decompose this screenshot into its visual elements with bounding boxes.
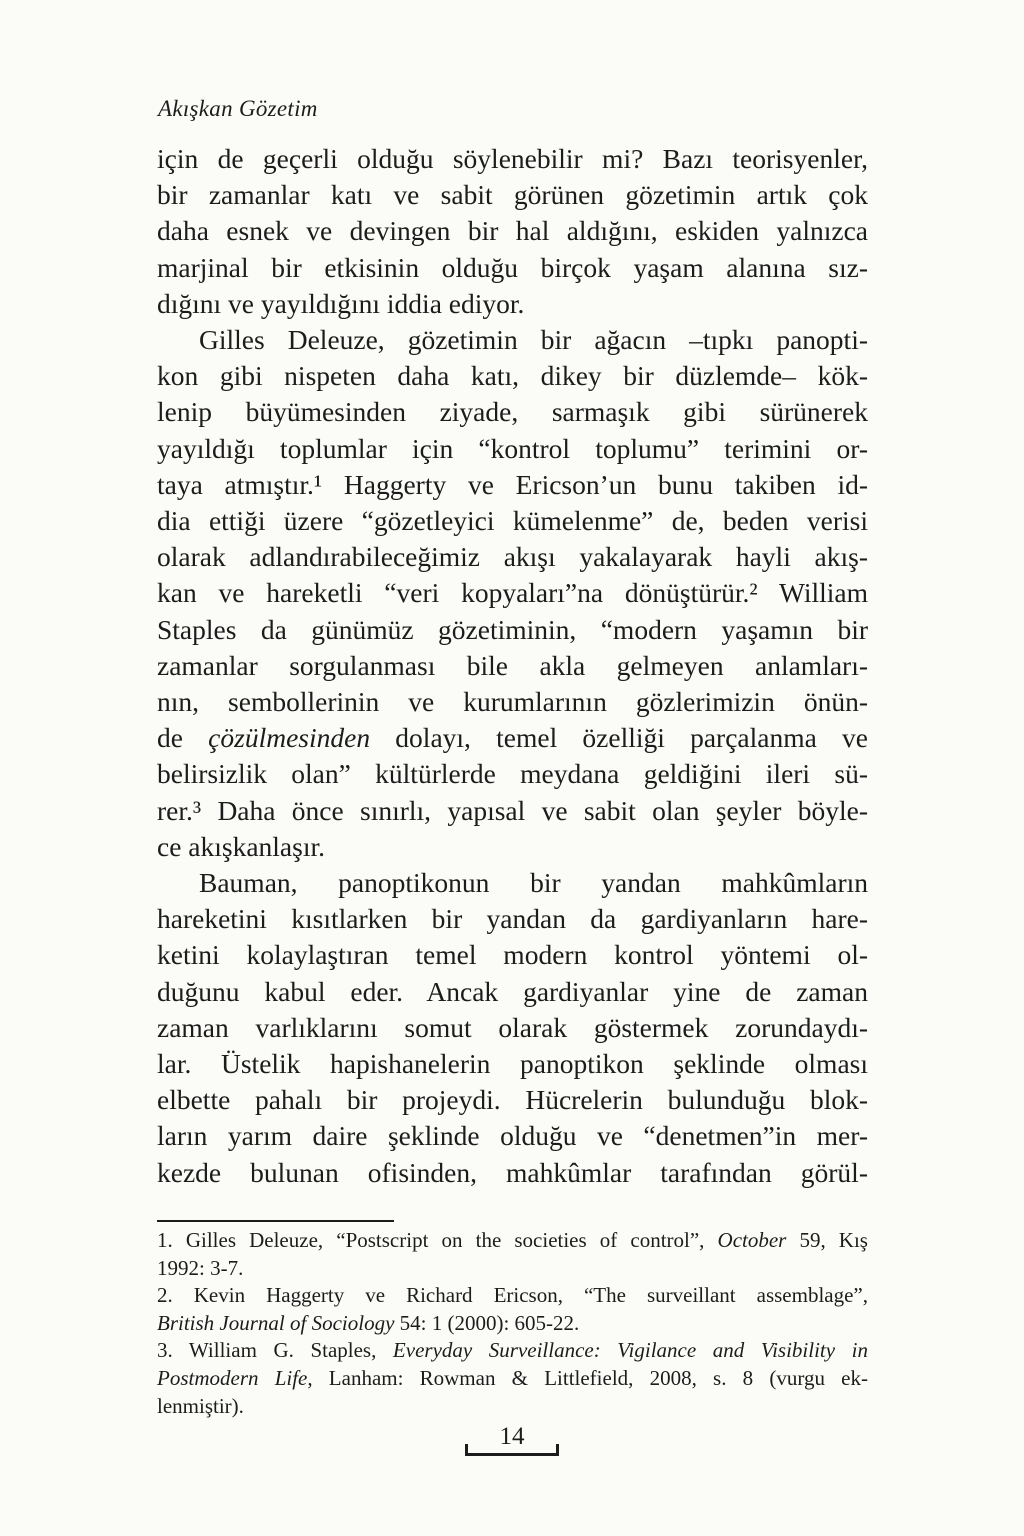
text-run: , Lanham: Rowman & Littlefield, 2008, s. 8 (vurgu ek- bbox=[307, 1365, 868, 1390]
body-text bbox=[157, 141, 868, 1191]
paragraph bbox=[157, 865, 868, 1191]
text-run: marjinal bir etkisinin olduğu birçok yaşam alanına sız- bbox=[157, 251, 868, 283]
paragraph bbox=[157, 322, 868, 865]
text-line bbox=[157, 1118, 868, 1154]
text-run: dolayı, temel özelliği parçalanma ve bbox=[370, 722, 868, 754]
text-line bbox=[157, 1155, 868, 1191]
text-run: için de geçerli olduğu söylenebilir mi? Bazı teorisyenler, bbox=[157, 143, 868, 174]
text-line bbox=[157, 1227, 868, 1255]
text-line bbox=[157, 1337, 868, 1365]
text-run: taya atmıştır.¹ Haggerty ve Ericson’un bunu takiben id- bbox=[157, 468, 868, 500]
text-run: 1. Gilles Deleuze, “Postscript on the societies of control”, bbox=[157, 1228, 718, 1252]
running-header: Akışkan Gözetim bbox=[158, 96, 318, 121]
text-run: lenmiştir). bbox=[157, 1393, 244, 1418]
text-line bbox=[157, 937, 868, 973]
text-line bbox=[157, 322, 868, 358]
text-line bbox=[157, 1255, 868, 1283]
text-run: ce akışkanlaşır. bbox=[157, 830, 325, 862]
text-run: Gilles Deleuze, gözetimin bir ağacın –tıpkı panopti- bbox=[199, 324, 868, 356]
text-line bbox=[157, 684, 868, 720]
text-run: elbette pahalı bir projeydi. Hücrelerin bulunduğu blok- bbox=[157, 1084, 868, 1116]
text-run: dia ettiği üzere “gözetleyici kümelenme” de, beden verisi bbox=[157, 505, 868, 537]
text-run: zaman varlıklarını somut olarak göstermek zorundaydı- bbox=[157, 1011, 868, 1043]
text-line bbox=[157, 358, 868, 394]
text-line bbox=[157, 467, 868, 503]
text-line bbox=[157, 974, 868, 1010]
text-run: Staples da günümüz gözetiminin, “modern yaşamın bir bbox=[157, 613, 868, 645]
italic-text: Postmodern Life bbox=[157, 1365, 308, 1390]
footnotes bbox=[157, 1227, 868, 1420]
text-run: nın, sembollerinin ve kurumlarının gözlerimizin önün- bbox=[157, 686, 868, 718]
footnote bbox=[157, 1337, 868, 1420]
italic-text: October bbox=[717, 1228, 787, 1252]
text-run: ların yarım daire şeklinde olduğu ve “denetmen”in mer- bbox=[157, 1120, 868, 1152]
text-line bbox=[157, 141, 868, 177]
text-run: lar. Üstelik hapishanelerin panoptikon şeklinde olması bbox=[157, 1048, 868, 1080]
footnote bbox=[157, 1227, 868, 1282]
italic-text: Everyday Surveillance: Vigilance and Visibility in bbox=[392, 1338, 868, 1363]
text-run: daha esnek ve devingen bir hal aldığını, eskiden yalnızca bbox=[157, 215, 868, 247]
text-run: rer.³ Daha önce sınırlı, yapısal ve sabit olan şeyler böyle- bbox=[157, 794, 868, 826]
text-line bbox=[157, 1010, 868, 1046]
text-run: kan ve hareketli “veri kopyaları”na dönüştürür.² William bbox=[157, 577, 868, 609]
page-number: 14 bbox=[499, 1423, 525, 1450]
text-run: 54: 1 (2000): 605-22. bbox=[394, 1310, 580, 1335]
text-line bbox=[157, 1393, 868, 1421]
text-run: lenip büyümesinden ziyade, sarmaşık gibi sürünerek bbox=[157, 396, 868, 428]
text-run: zamanlar sorgulanması bile akla gelmeyen anlamları- bbox=[157, 649, 868, 681]
text-run: hareketini kısıtlarken bir yandan da gardiyanların hare- bbox=[157, 903, 868, 935]
text-line bbox=[157, 1365, 868, 1393]
text-line bbox=[157, 648, 868, 684]
text-run: kezde bulunan ofisinden, mahkûmlar tarafından görül- bbox=[157, 1156, 868, 1188]
text-run: 1992: 3-7. bbox=[157, 1255, 244, 1280]
italic-text: çözülmesinden bbox=[208, 722, 371, 754]
text-line bbox=[157, 829, 868, 865]
text-run: kon gibi nispeten daha katı, dikey bir düzlemde– kök- bbox=[157, 360, 868, 392]
text-run: bir zamanlar katı ve sabit görünen gözetimin artık çok bbox=[157, 179, 868, 211]
text-line bbox=[157, 865, 868, 901]
text-run: olarak adlandırabileceğimiz akışı yakalayarak hayli akış- bbox=[157, 541, 868, 573]
text-run: belirsizlik olan” kültürlerde meydana geldiğini ileri sü- bbox=[157, 758, 868, 790]
text-run: ketini kolaylaştıran temel modern kontrol yöntemi ol- bbox=[157, 939, 868, 971]
text-line bbox=[157, 394, 868, 430]
text-line bbox=[157, 575, 868, 611]
text-run: Bauman, panoptikonun bir yandan mahkûmların bbox=[199, 867, 868, 899]
text-line bbox=[157, 177, 868, 213]
italic-text: British Journal of Sociology bbox=[157, 1310, 395, 1335]
text-run: de bbox=[157, 722, 209, 754]
text-line bbox=[157, 756, 868, 792]
text-line bbox=[157, 1282, 868, 1310]
text-run: dığını ve yayıldığını iddia ediyor. bbox=[157, 287, 525, 319]
text-run: 59, Kış bbox=[786, 1228, 868, 1252]
text-line bbox=[157, 503, 868, 539]
text-line bbox=[157, 286, 868, 322]
text-run: duğunu kabul eder. Ancak gardiyanlar yine de zaman bbox=[157, 975, 868, 1007]
text-line bbox=[157, 539, 868, 575]
text-line bbox=[157, 1310, 868, 1338]
text-run: yayıldığı toplumlar için “kontrol toplumu” terimini or- bbox=[157, 432, 868, 464]
text-line bbox=[157, 1046, 868, 1082]
text-line bbox=[157, 213, 868, 249]
footnote bbox=[157, 1282, 868, 1337]
text-line bbox=[157, 612, 868, 648]
text-run: 3. William G. Staples, bbox=[157, 1338, 393, 1363]
text-line bbox=[157, 1082, 868, 1118]
text-run: 2. Kevin Haggerty ve Richard Ericson, “The surveillant assemblage”, bbox=[157, 1283, 868, 1308]
text-line bbox=[157, 720, 868, 756]
paragraph bbox=[157, 141, 868, 322]
footnote-divider bbox=[157, 1220, 394, 1222]
text-line bbox=[157, 431, 868, 467]
text-line bbox=[157, 793, 868, 829]
text-line bbox=[157, 250, 868, 286]
page-number-block bbox=[0, 1424, 1024, 1456]
text-line bbox=[157, 901, 868, 937]
